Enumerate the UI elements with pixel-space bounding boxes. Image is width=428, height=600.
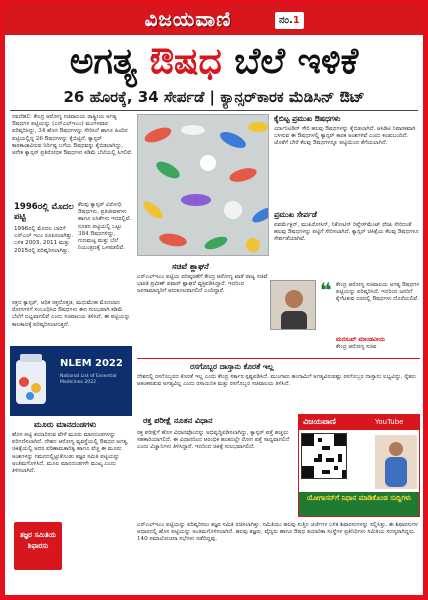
subheadline: 26 ಹೊರಕ್ಕೆ, 34 ಸೇರ್ಪಡೆ | ಕ್ಯಾನ್ಸರ್‌ಕಾರಕ ಮೆಡಿಸಿನ್ ಔಟ್ bbox=[63, 88, 365, 106]
criteria-title: ಮೂರು ಮಾನದಂಡಗಳು bbox=[34, 420, 97, 429]
person-icon bbox=[375, 435, 417, 489]
headline-part3: ಬೆಲೆ ಇಳಿಕೆ bbox=[221, 41, 359, 82]
youtube-header bbox=[299, 415, 419, 430]
masthead bbox=[5, 5, 423, 35]
qr-code-icon[interactable] bbox=[301, 433, 347, 479]
removed-text: ರ್ಯಾನಿಟಿಡಿನ್ ಸೇರಿ ಹಲವು ಔಷಧಗಳನ್ನು ಕೈಬಿಡಲಾಗಿದೆ. ಆಸಿಡಿಟಿ ನಿವಾರಕವಾಗಿ ಬಳಸುವ ಈ ಔಷಧಗಳಲ್ಲಿ ಕ್ಯಾನ್ಸರ್ ಕಾರಕ ಅಂಶಗಳಿವೆ ಎಂದು ಕಂಡುಬಂದಿದೆ. ಜೊತೆಗೆ ಬೇರೆ ಕೆಲವು ಔಷಧಗಳನ್ನೂ ಪಟ್ಟಿಯಿಂದ ತೆಗೆಯಲಾಗಿದೆ. bbox=[274, 126, 416, 147]
nlem-title: NLEM 2022 bbox=[60, 358, 123, 369]
person-icon bbox=[271, 281, 316, 330]
expert-badge: ತಜ್ಞರ ಸಮಿತಿಯ ಶಿಫಾರಸು bbox=[14, 522, 62, 570]
history-title: 1996ರಲ್ಲಿ ಮೊದಲ ಪಟ್ಟಿ bbox=[14, 202, 74, 222]
fertilizer-title: ರಸಗೊಬ್ಬರ ದಾಸ್ತಾನು ಕೊರತೆ ಇಲ್ಲ bbox=[190, 362, 274, 371]
youtube-banner: ಯೋಗಾಸನ್‌ಗೆ ನಿಧಾನ ಮಾಡಿಕೊಂಡ ಸುದ್ದಿಗಳು bbox=[299, 492, 419, 516]
history-text: 1996ರಲ್ಲಿ ಮೊದಲ ಬಾರಿಗೆ ಎನ್‌ಎಲ್ ಇಎಂ ರೂಪಿಸಲಾಗಿತ್ತು. ಬಳಿಕ 2003, 2011 ಮತ್ತು 2015ರಲ್ಲಿ ಪರಿಷ್ಕರಿಸಲಾಗಿತ್ತು. bbox=[14, 226, 74, 254]
pills-icon bbox=[138, 115, 269, 256]
headline-highlight: ಔಷಧ bbox=[149, 41, 222, 82]
nlem-graphic bbox=[10, 346, 132, 416]
minister-quote: ಕೇಂದ್ರ ಆರೋಗ್ಯ ಸಚಿವಾಲಯ ಅಗತ್ಯ ಔಷಧಗಳ ಪಟ್ಟಿಯನ್ನು ಪರಿಷ್ಕರಿಸಿದೆ. ಇದರಿಂದ ಜನರಿಗೆ ಕೈಗೆಟಕುವ ದರದಲ್ಲಿ ಔಷಧಗಳು ದೊರೆಯಲಿವೆ. bbox=[336, 282, 420, 303]
badge-prefix: ನಂ bbox=[279, 15, 289, 26]
sachet-text: ಎನ್‌ಎಲ್‌ಇಎಂ ಪಟ್ಟಿಯ ಪರಿಷ್ಕರಣೆಗೆ ಕೇಂದ್ರ ಆರೋಗ್ಯ ಖಾತೆ ರಾಜ್ಯ ಸಚಿವೆ ಭಾರತಿ ಪ್ರವೀಣ್ ಪವಾರ್ ಶ್ಲಾಘನೆ ವ್ಯಕ್ತಪಡಿಸಿದ್ದಾರೆ. ಇದರಿಂದ ಜನಸಾಮಾನ್ಯರಿಗೆ ಅನುಕೂಲವಾಗಲಿದೆ ಎಂದಿದ್ದಾರೆ. bbox=[137, 274, 268, 295]
pills-photo bbox=[137, 114, 269, 256]
blood-text: ರಕ್ತ ಪರೀಕ್ಷೆಗೆ ಹೊಸ ವಿಧಾನವೊಂದನ್ನು ಅಭಿವೃದ್ಧಿಪಡಿಸಲಾಗಿದ್ದು, ಕ್ಯಾನ್ಸರ್ ಪತ್ತೆ ಹಚ್ಚಲು ಸಹಕಾರಿಯಾಗಲಿದೆ. ಈ ವಿಧಾನದಿಂದ ಆರಂಭಿಕ ಹಂತದಲ್ಲೇ ರೋಗ ಪತ್ತೆ ಸಾಧ್ಯವಾಗಲಿದೆ ಎಂದು ವಿಜ್ಞಾನಿಗಳು ತಿಳಿಸಿದ್ದಾರೆ. ಇದರಿಂದ ಚಿಕಿತ್ಸೆ ಸುಲಭವಾಗಲಿದೆ. bbox=[137, 430, 290, 451]
youtube-channel: YouTube bbox=[375, 418, 404, 426]
history-box bbox=[14, 202, 74, 298]
added-title: ಪ್ರಮುಖ ಸೇರ್ಪಡೆ bbox=[274, 210, 317, 219]
masthead-title: ವಿಜಯವಾಣಿ bbox=[144, 7, 232, 31]
criteria-text: ಹೊಸ ಪಟ್ಟಿ ತಯಾರಿಸುವ ವೇಳೆ ಮೂರು ಮಾನದಂಡಗಳನ್ನು ಪರಿಗಣಿಸಲಾಗಿದೆ. ದೇಶದ ಆರೋಗ್ಯ ವ್ಯವಸ್ಥೆಯಲ್ಲಿ ಔಷಧದ ಅಗತ್ಯ, ಚಿಕಿತ್ಸೆಯಲ್ಲಿ ಅದರ ಪರಿಣಾಮಕಾರಿತ್ವ ಹಾಗೂ ವೆಚ್ಚ ಈ ಮೂರು ಅಂಶಗಳನ್ನು ಗಮನದಲ್ಲಿಟ್ಟುಕೊಂಡು ತಜ್ಞರ ಸಮಿತಿ ಪಟ್ಟಿಯನ್ನು ಅಂತಿಮಗೊಳಿಸಿದೆ. ಮೂಲ ಮಾನದಂಡಗಳೇ ಮುಖ್ಯ ಎಂದು ತಿಳಿಸಲಾಗಿದೆ. bbox=[12, 432, 129, 475]
divider bbox=[137, 358, 420, 359]
yoga-photo bbox=[375, 435, 417, 489]
minister-name: ಮನಸುಖ್ ಮಾಂಡವೀಯ bbox=[336, 336, 385, 343]
lead-story-cont2: ರಕ್ತದ ಕ್ಯಾನ್ಸರ್, ಅಧಿಕ ರಕ್ತದೊತ್ತಡ, ಮಧುಮೇಹ ಮೊದಲಾದ ರೋಗಗಳಿಗೆ ಸಂಬಂಧಿಸಿದ ಔಷಧಗಳು ಈಗ ಸುಲಭವಾಗಿ ಕಡಿಮೆ ಬೆಲೆಗೆ ಲಭ್ಯವಾಗಲಿವೆ ಎಂದು ಸಚಿವಾಲಯ ತಿಳಿಸಿದೆ. ಈ ಪಟ್ಟಿಯನ್ನು ಕಾಲಕಾಲಕ್ಕೆ ಪರಿಷ್ಕರಿಸಲಾಗುತ್ತದೆ. bbox=[12, 300, 131, 328]
added-text: ಐವರ್ಮೆಕ್ಟಿನ್, ಮುಪಿರೋಸಿನ್, ನಿಕೋಟಿನ್ ರಿಪ್ಲೇಸ್‌ಮೆಂಟ್ ಥೆರಪಿ ಸೇರಿದಂತೆ ಹಲವು ಔಷಧಗಳನ್ನು ಪಟ್ಟಿಗೆ ಸೇರಿಸಲಾಗಿದೆ. ಕ್ಯಾನ್ಸರ್ ಚಿಕಿತ್ಸೆಯ ಕೆಲವು ಔಷಧಗಳೂ ಸೇರ್ಪಡೆಯಾಗಿವೆ. bbox=[274, 222, 419, 243]
minister-role: ಕೇಂದ್ರ ಆರೋಗ್ಯ ಸಚಿವ bbox=[336, 344, 377, 350]
removed-title: ಕೈಬಿಟ್ಟ ಪ್ರಮುಖ ಔಷಧಗಳು bbox=[274, 114, 341, 123]
lead-story: ನವದೆಹಲಿ: ಕೇಂದ್ರ ಆರೋಗ್ಯ ಸಚಿವಾಲಯ ರಾಷ್ಟ್ರೀಯ ಅಗತ್ಯ ಔಷಧಗಳ ಪಟ್ಟಿಯನ್ನು (ಎನ್‌ಎಲ್‌ಇಎಂ) ಮಂಗಳವಾರ ಪರಿಷ್ಕರಿಸಿದ್ದು, 34 ಹೊಸ ಔಷಧಗಳನ್ನು ಸೇರಿಸಿದೆ ಹಾಗೂ ಹಿಂದಿನ ಪಟ್ಟಿಯಲ್ಲಿದ್ದ 26 ಔಷಧಗಳನ್ನು ಕೈಬಿಟ್ಟಿದೆ. ಕ್ಯಾನ್ಸರ್ ಕಾರಕಾಂಶವಿರುವ ನಿರ್ದಿಷ್ಟ ಬಗೆಯ ಔಷಧವನ್ನು ಕೈಬಿಡಲಾಗಿದ್ದು, ಅನೇಕ ಕ್ಯಾನ್ಸರ್ ಪ್ರತಿರೋಧಕ ಔಷಧಗಳು ಕಡಿಮೆ ಬೆಲೆಯಲ್ಲಿ ಸಿಗಲಿವೆ. bbox=[12, 114, 133, 157]
qr-pattern bbox=[302, 434, 346, 478]
youtube-brand: ವಿಜಯವಾಣಿ bbox=[303, 417, 336, 426]
lead-story-cont: ಕೆಲವು ಕ್ಯಾನ್ಸರ್ ವಿರೋಧಿ ಔಷಧಗಳು, ಪ್ರತಿಜೀವಕಗಳು ಹಾಗೂ ಲಸಿಕೆಗಳು ಇದರಲ್ಲಿವೆ. ನೂತನ ಪಟ್ಟಿಯಲ್ಲಿ ಒಟ್ಟು 384 ಔಷಧಗಳಿದ್ದು, ಗುಣಮಟ್ಟ ಮತ್ತು ಬೆಲೆ ನಿಯಂತ್ರಣಕ್ಕೆ ಒಳಪಡಲಿವೆ. bbox=[78, 202, 132, 252]
divider bbox=[10, 110, 418, 111]
badge-number: 1 bbox=[292, 15, 300, 26]
fertilizer-text: ದೇಶದಲ್ಲಿ ರಸಗೊಬ್ಬರದ ಕೊರತೆ ಇಲ್ಲ ಎಂದು ಕೇಂದ್ರ ಸರ್ಕಾರ ಸ್ಪಷ್ಟಪಡಿಸಿದೆ. ಮುಂಗಾರು ಹಂಗಾಮಿಗೆ ಅಗತ್ಯವಿರುವಷ್ಟು ರಸಗೊಬ್ಬರ ದಾಸ್ತಾನು ಲಭ್ಯವಿದ್ದು, ರೈತರು ಆತಂಕಪಡುವ ಅಗತ್ಯವಿಲ್ಲ ಎಂದು ರಸಾಯನಿಕ ಮತ್ತು ರಸಗೊಬ್ಬರ ಸಚಿವಾಲಯ ತಿಳಿಸಿದೆ. bbox=[137, 374, 416, 388]
minister-photo bbox=[270, 280, 316, 330]
blood-title: ರಕ್ತ ಪರೀಕ್ಷೆ ನೂತನ ವಿಧಾನ bbox=[143, 416, 213, 425]
sachet-title: ಸಚಿವೆ ಶ್ಲಾಘನೆ bbox=[172, 262, 209, 271]
headline-part1: ಅಗತ್ಯ bbox=[69, 41, 150, 82]
main-headline bbox=[10, 40, 418, 84]
masthead-badge: ನಂ.1 bbox=[275, 12, 304, 29]
expert-text: ಎನ್‌ಎಲ್‌ಇಎಂ ಪಟ್ಟಿಯನ್ನು ಪರಿಷ್ಕರಿಸಲು ತಜ್ಞರ ಸಮಿತಿ ರಚಿಸಲಾಗಿತ್ತು. ಸಮಿತಿಯು ಹಲವು ಸುತ್ತಿನ ಚರ್ಚೆಗಳ ಬಳಿಕ ಶಿಫಾರಸುಗಳನ್ನು ಸಲ್ಲಿಸಿತ್ತು. ಈ ಶಿಫಾರಸುಗಳ ಆಧಾರದಲ್ಲಿ ಹೊಸ ಪಟ್ಟಿಯನ್ನು ಅಂತಿಮಗೊಳಿಸಲಾಗಿದೆ. ಹಲವು ತಜ್ಞರು, ವೈದ್ಯರು ಹಾಗೂ ಔಷಧ ತಯಾರಿಕಾ ಸಂಸ್ಥೆಗಳ ಪ್ರತಿನಿಧಿಗಳು ಸಮಿತಿಯ ಸದಸ್ಯರಾಗಿದ್ದರು. 140 ಸಮಾಲೋಚನಾ ಸಭೆಗಳು ನಡೆದಿದ್ದವು. bbox=[137, 522, 418, 543]
nlem-subtitle: National List of Essential Medicines 2022 bbox=[60, 374, 117, 385]
quote-mark-icon: ❝ bbox=[320, 278, 332, 302]
